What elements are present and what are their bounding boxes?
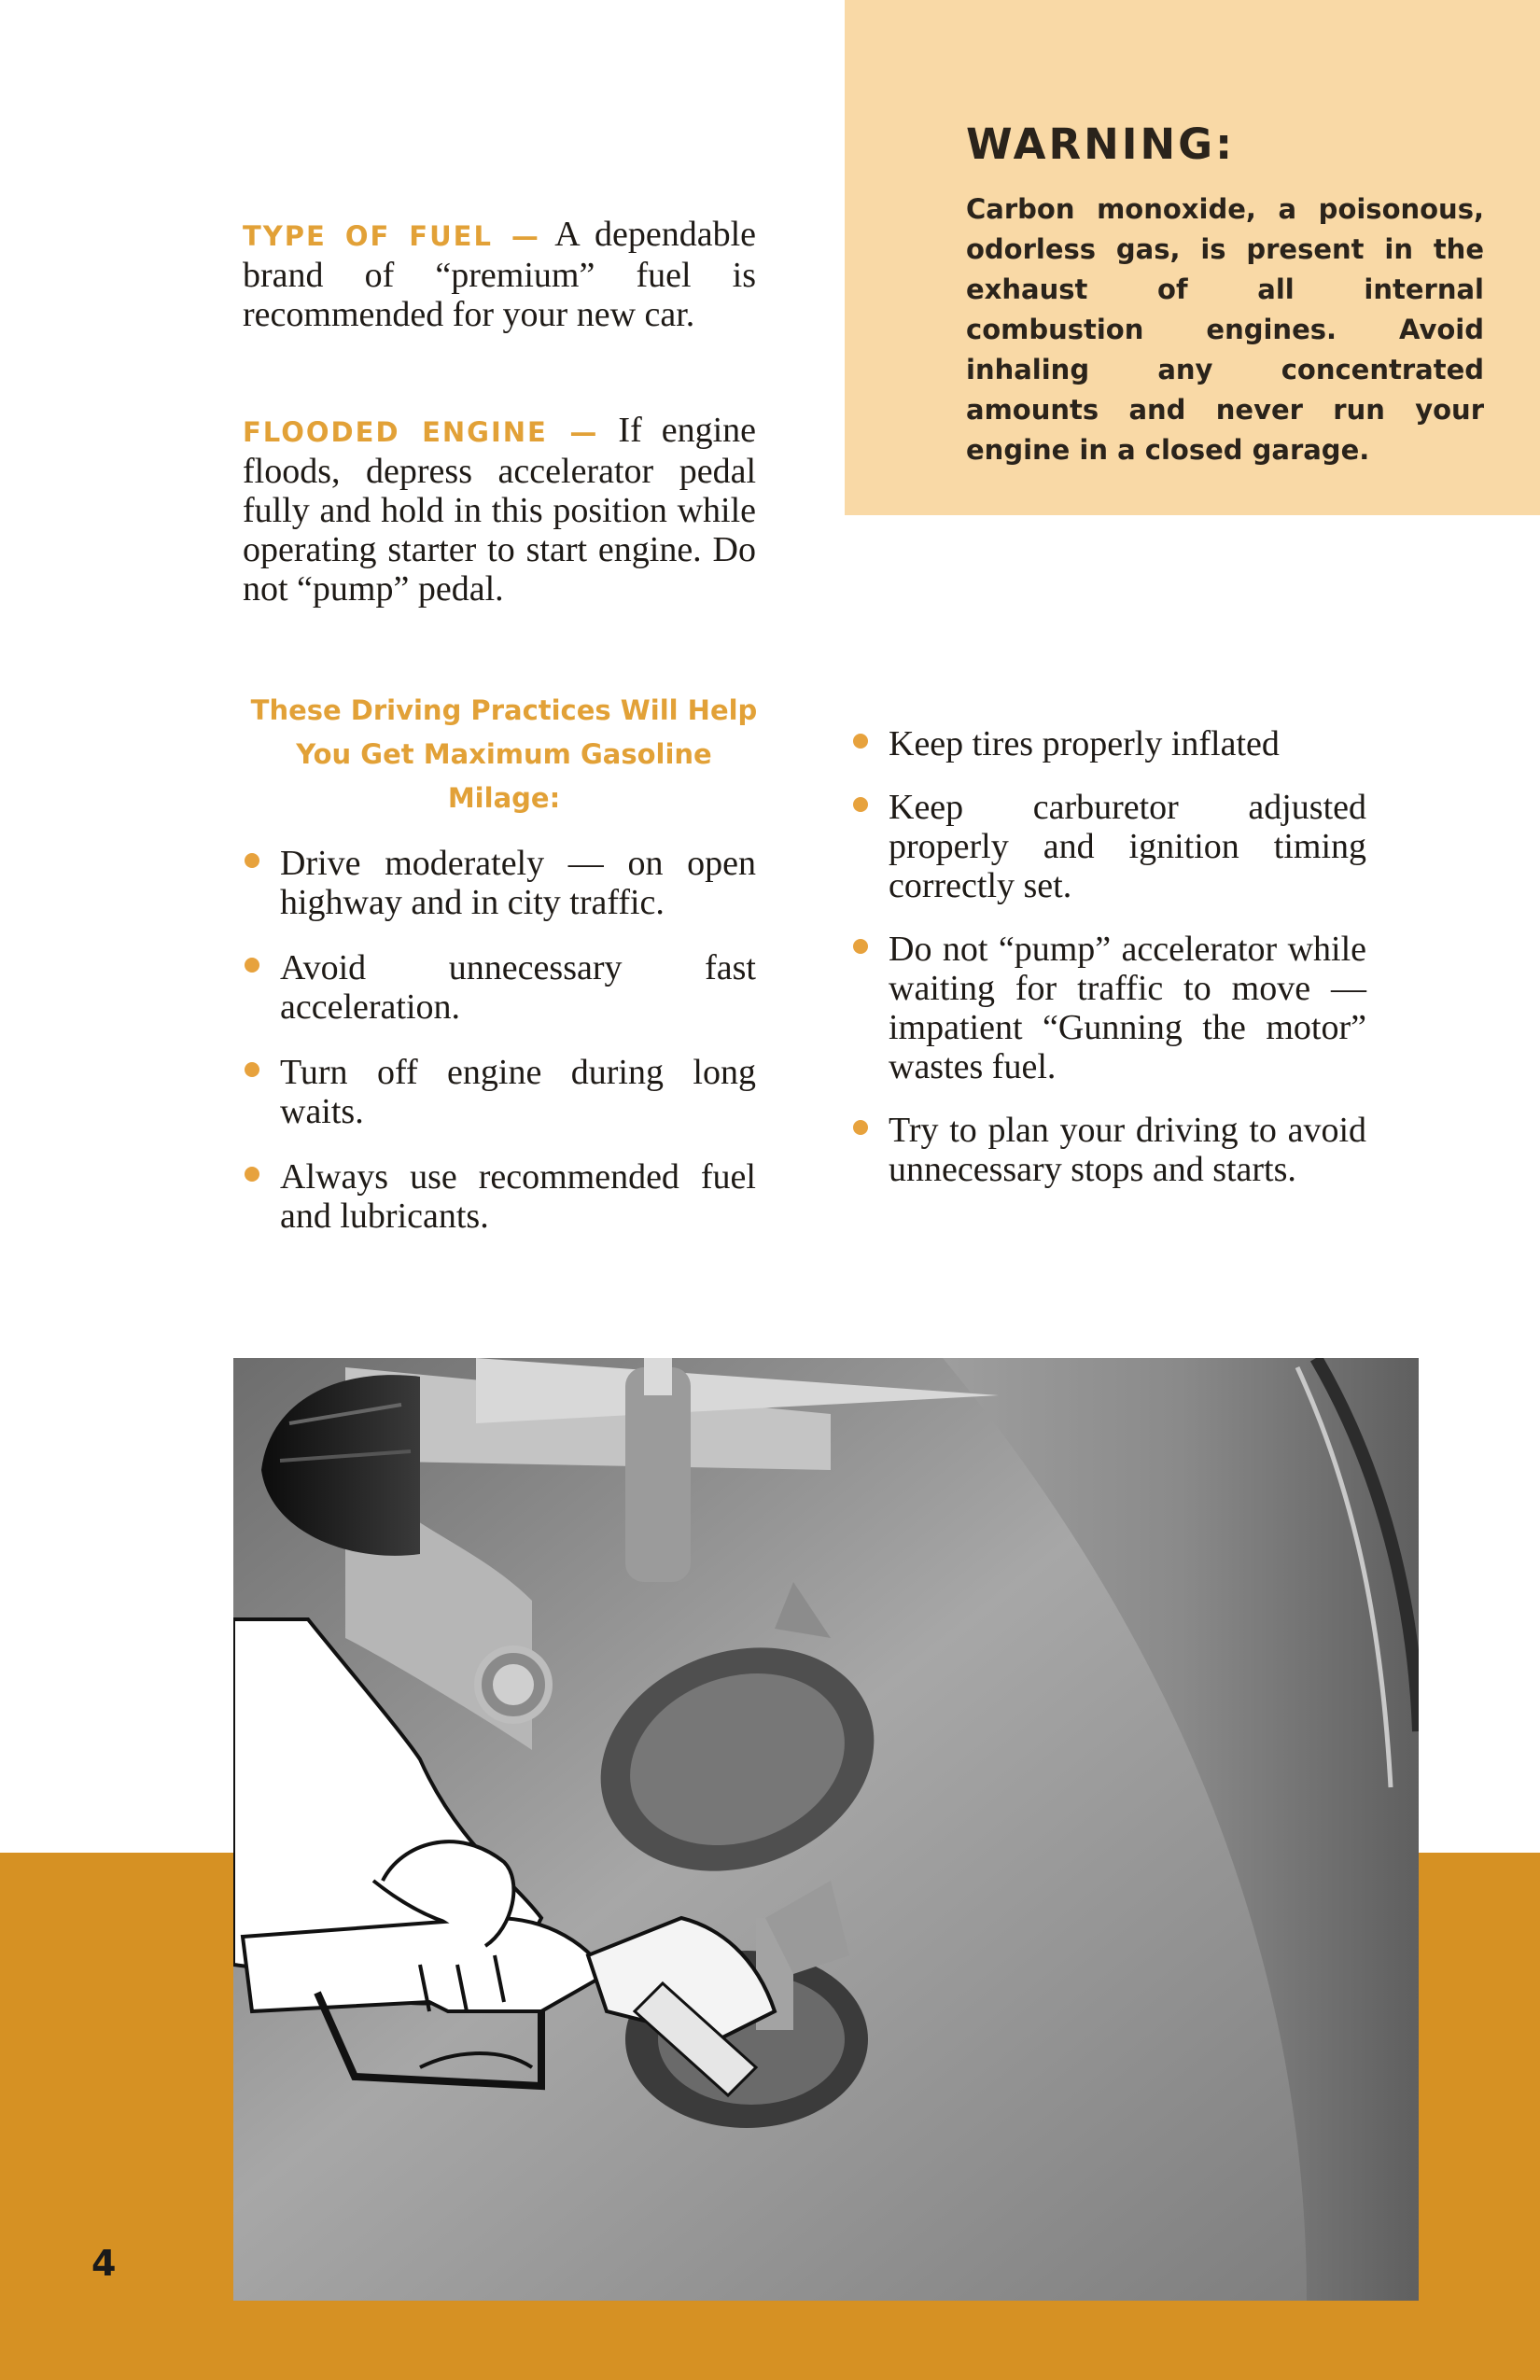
type-of-fuel-paragraph xyxy=(243,215,756,334)
warning-box xyxy=(845,0,1540,515)
left-bullet-list xyxy=(243,844,756,1236)
refueling-illustration xyxy=(233,1358,1419,2301)
warning-text: Carbon monoxide, a poisonous, odorless gas, is present in the exhaust of all internal combustion engines. Avoid inhaling any concentrated amounts and never run your engine in a closed garage. xyxy=(966,193,1484,466)
list-item xyxy=(851,930,1366,1086)
list-item xyxy=(851,724,1366,763)
bullet-icon xyxy=(853,797,868,812)
practices-heading: These Driving Practices Will Help You Get Maximum Gasoline Milage: xyxy=(250,694,758,814)
list-item xyxy=(851,788,1366,905)
bullet-icon xyxy=(853,939,868,954)
page-number: 4 xyxy=(91,2243,117,2284)
right-bullet-list xyxy=(851,724,1366,1189)
list-item-text: Always use recommended fuel and lubricants. xyxy=(280,1157,756,1236)
flooded-engine-text: If engine floods, depress accelerator pedal fully and hold in this position while operating starter to start engine. Do not “pump” pedal. xyxy=(243,411,757,609)
bullet-icon xyxy=(853,1120,868,1135)
list-item-text: Do not “pump” accelerator while waiting for traffic to move — impatient “Gunning the motor” wastes fuel. xyxy=(889,930,1366,1086)
list-item xyxy=(243,1157,756,1236)
bullet-icon xyxy=(245,853,259,868)
bullet-icon xyxy=(245,958,259,973)
list-item xyxy=(243,844,756,922)
type-of-fuel-heading: TYPE OF FUEL — xyxy=(243,220,540,252)
list-item xyxy=(243,1053,756,1131)
bullet-icon xyxy=(245,1167,259,1182)
flooded-engine-paragraph xyxy=(243,411,756,609)
list-item-text: Turn off engine during long waits. xyxy=(280,1053,756,1131)
list-item-text: Try to plan your driving to avoid unnecessary stops and starts. xyxy=(889,1111,1366,1189)
list-item-text: Avoid unnecessary fast acceleration. xyxy=(280,948,756,1027)
bullet-icon xyxy=(853,734,868,749)
warning-title: WARNING: xyxy=(966,119,1236,169)
list-item-text: Keep carburetor adjusted properly and ignition timing correctly set. xyxy=(889,788,1366,905)
list-item-text: Drive moderately — on open highway and in city traffic. xyxy=(280,844,756,922)
type-of-fuel-text: A dependable brand of “premium” fuel is recommended for your new car. xyxy=(243,215,757,334)
bullet-icon xyxy=(245,1062,259,1077)
list-item-text: Keep tires properly inflated xyxy=(889,724,1280,763)
refueling-photo xyxy=(233,1358,1419,2301)
list-item xyxy=(851,1111,1366,1189)
flooded-engine-heading: FLOODED ENGINE — xyxy=(243,416,599,448)
list-item xyxy=(243,948,756,1027)
